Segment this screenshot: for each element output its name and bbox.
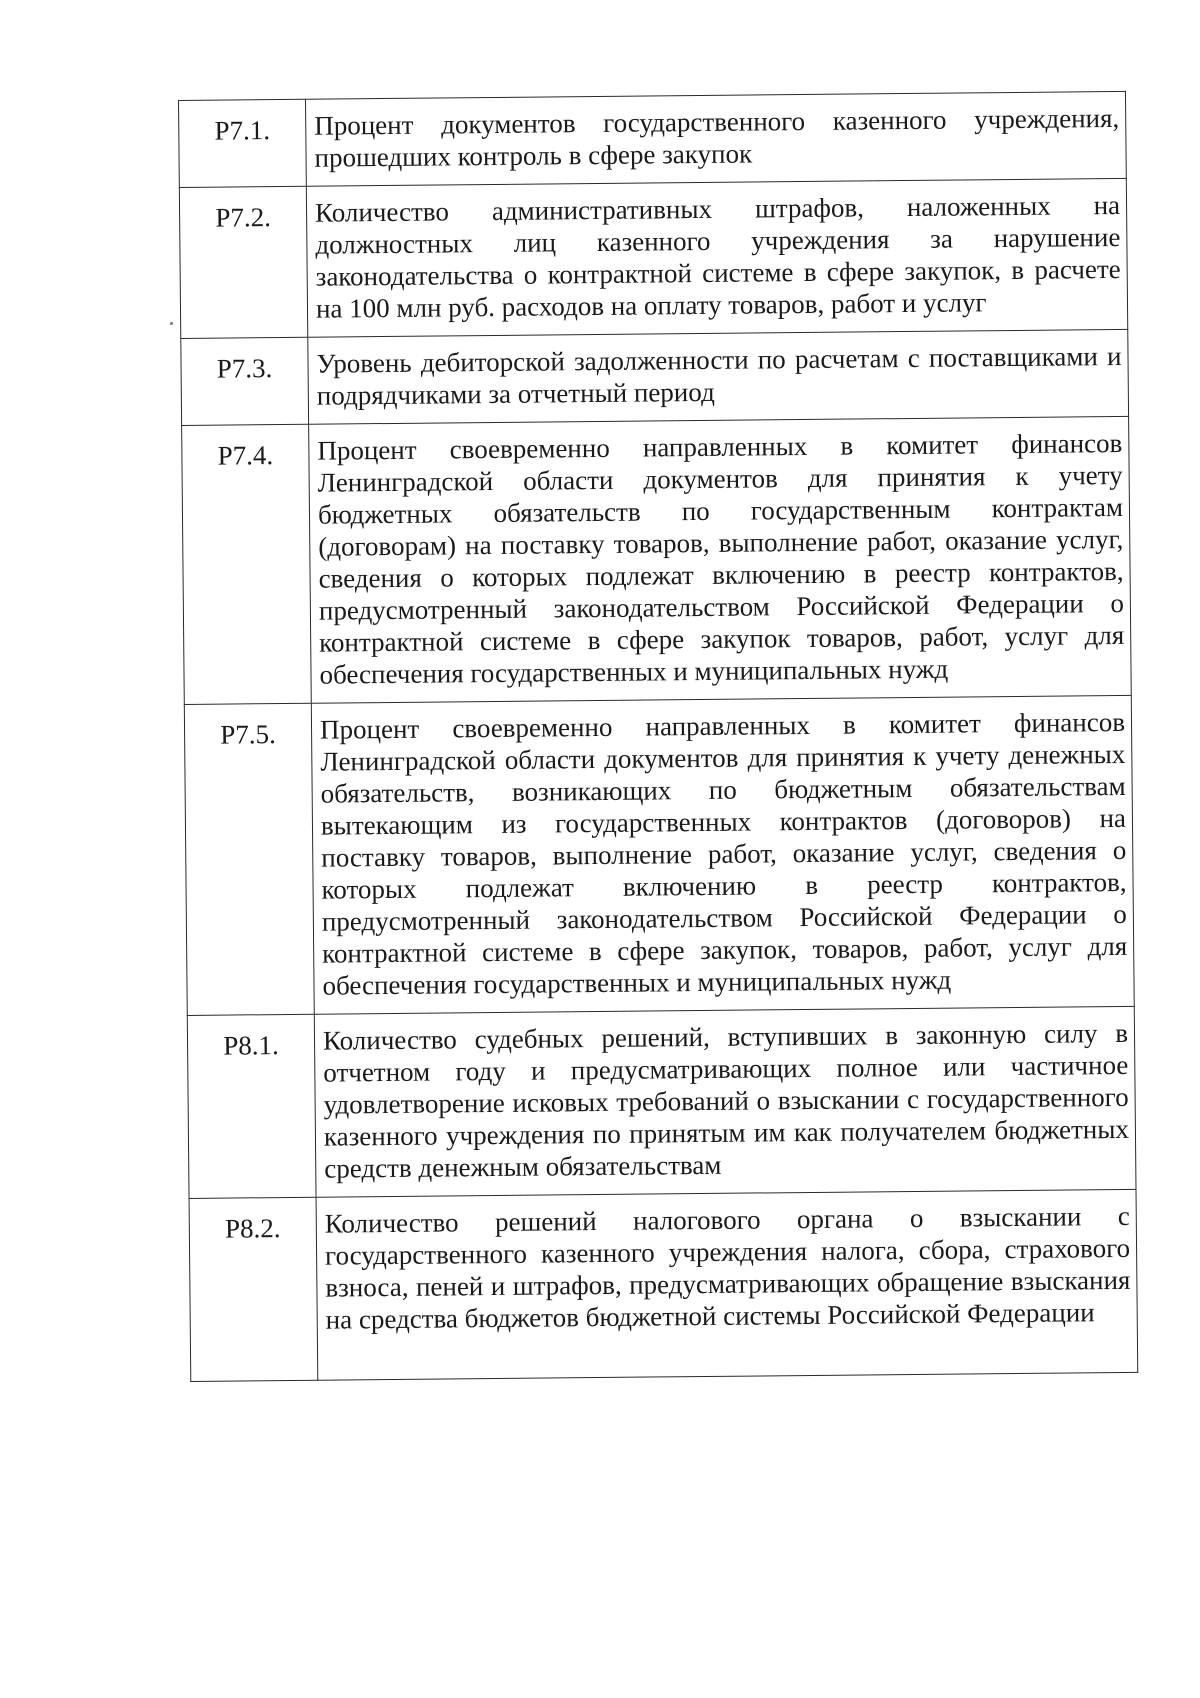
indicators-table bbox=[178, 91, 1138, 1382]
indicator-description: Количество судебных решений, вступивших в законную силу в отчетном году и предусматривающих полное или частичное удовлетворение исковых требований о взыскании с государственного казенного учреждения по принятым им как получателем бюджетных средств денежным обязательствам bbox=[314, 1006, 1136, 1197]
table-row bbox=[179, 178, 1127, 338]
indicator-code: Р8.1. bbox=[187, 1014, 316, 1198]
indicator-code: Р7.4. bbox=[182, 424, 312, 704]
indicator-description: Процент своевременно направленных в комитет финансов Ленинградской области документов для принятия к учету бюджетных обязательств по государственным контрактам (договорам) на поставку товаров, выполнение работ, оказание услуг, сведения о которых подлежат включению в реестр контрактов, предусмотренный законодательством Российской Федерации о контрактной системе в сфере закупок товаров, работ, услуг для обеспечения государственных и муниципальных нужд bbox=[309, 416, 1132, 703]
indicator-code: Р7.1. bbox=[179, 99, 307, 187]
indicator-description: Количество решений налогового органа о взыскании с государственного казенного учреждения налога, сбора, страхового взноса, пеней и штрафов, предусматривающих обращение взыскания на средства бюджетов бюджетной системы Российской Федерации bbox=[316, 1189, 1138, 1380]
table-row bbox=[189, 1189, 1138, 1381]
table-row bbox=[179, 91, 1127, 187]
indicator-code: Р8.2. bbox=[189, 1197, 318, 1381]
indicator-code: Р7.2. bbox=[179, 186, 307, 338]
table-row bbox=[187, 1006, 1136, 1198]
indicator-code: Р7.5. bbox=[184, 703, 314, 1015]
indicator-code: Р7.3. bbox=[181, 337, 309, 425]
indicator-description: Процент своевременно направленных в комитет финансов Ленинградской области документов для принятия к учету денежных обязательств, возникающих по бюджетным обязательствам вытекающим из государственных контрактов (договоров) на поставку товаров, выполнение работ, оказание услуг, сведения о которых подлежат включению в реестр контрактов, предусмотренный законодательством Российской Федерации о контрактной системе в сфере закупок, товаров, работ, услуг для обеспечения государственных и муниципальных нужд bbox=[311, 695, 1134, 1014]
table-row bbox=[184, 695, 1134, 1015]
table-row bbox=[181, 329, 1129, 425]
scan-speck bbox=[170, 322, 173, 325]
indicator-description: Уровень дебиторской задолженности по расчетам с поставщиками и подрядчиками за отчетный период bbox=[308, 329, 1129, 424]
indicator-description: Процент документов государственного казенного учреждения, прошедших контроль в сфере закупок bbox=[305, 91, 1126, 186]
indicator-description: Количество административных штрафов, наложенных на должностных лиц казенного учреждения за нарушение законодательства о контрактной системе в сфере закупок, в расчете на 100 млн руб. расходов на оплату товаров, работ и услуг bbox=[306, 178, 1127, 337]
table-row bbox=[182, 416, 1132, 704]
